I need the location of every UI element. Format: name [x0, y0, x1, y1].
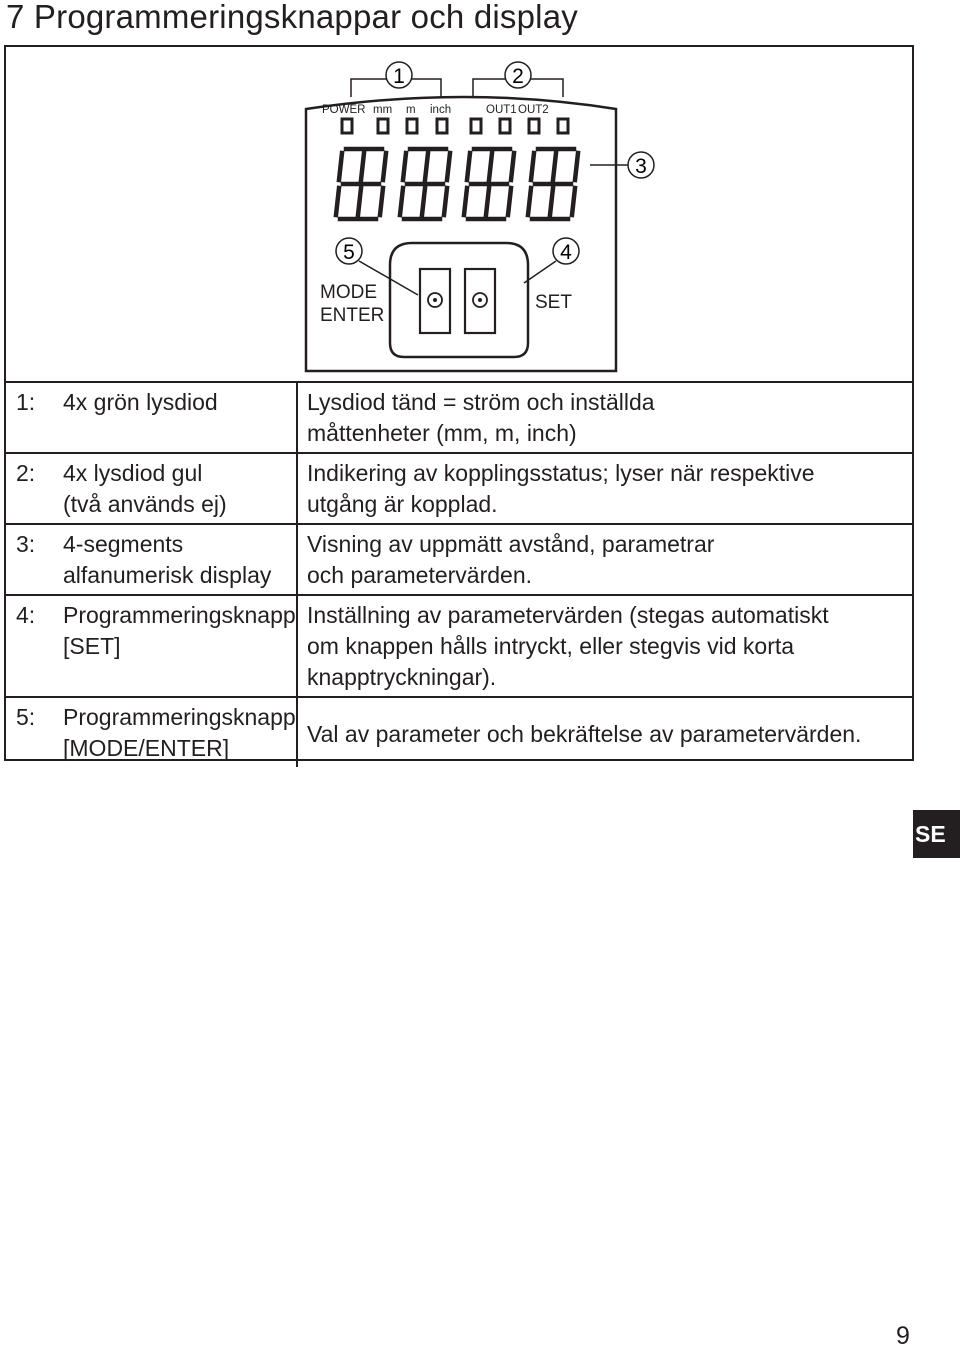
set-button[interactable] — [465, 269, 495, 333]
display-segment — [489, 153, 492, 180]
led-label-mm: mm — [373, 104, 393, 116]
led-label-out2: OUT2 — [518, 104, 549, 116]
legend-description: Visning av uppmätt avstånd, parametrar och parametervärden. — [307, 531, 715, 588]
callout-5-label: 5 — [343, 241, 355, 264]
legend-row — [6, 524, 912, 595]
display-segment — [553, 153, 556, 180]
display-segment — [400, 188, 403, 215]
display-segment — [508, 188, 511, 215]
legend-desc-cell — [297, 697, 912, 767]
callout-3-label: 3 — [635, 155, 647, 178]
display-segment — [339, 153, 342, 180]
display-segment — [528, 188, 531, 215]
mode-enter-button[interactable] — [420, 269, 450, 333]
display-segment — [575, 153, 578, 180]
segment-display — [336, 149, 578, 219]
callout-2-label: 2 — [512, 65, 524, 88]
legend-item: Programmeringsknapp [SET] — [63, 602, 296, 659]
language-tab: SE — [913, 810, 960, 858]
legend-description: Indikering av kopplingsstatus; lyser när respektive utgång är kopplad. — [307, 460, 815, 517]
legend-number: 3: — [16, 531, 36, 557]
legend-item: 4-segments alfanumerisk display — [63, 531, 272, 588]
set-label: SET — [535, 292, 572, 313]
legend-row — [6, 453, 912, 524]
legend-description: Val av parameter och bekräftelse av parametervärden. — [307, 721, 862, 747]
display-segment — [361, 153, 364, 180]
device-housing — [306, 97, 616, 371]
legend-number: 2: — [16, 460, 36, 486]
enter-label: ENTER — [320, 305, 385, 326]
display-segment — [380, 188, 383, 215]
display-segment — [383, 153, 386, 180]
led-inch — [437, 119, 447, 133]
legend-item: Programmeringsknapp [MODE/ENTER] — [63, 704, 296, 761]
display-segment — [464, 188, 467, 215]
legend-row — [6, 595, 912, 697]
display-segment — [444, 188, 447, 215]
display-segment — [572, 188, 575, 215]
mode-label: MODE — [320, 282, 377, 303]
callout-4-label: 4 — [560, 241, 572, 264]
led-label-m: m — [406, 104, 416, 116]
display-segment — [486, 188, 489, 215]
legend-number: 1: — [16, 389, 36, 415]
legend-item-cell — [6, 697, 297, 767]
legend-desc-cell — [297, 453, 912, 524]
display-segment — [358, 188, 361, 215]
figure-frame — [4, 45, 914, 761]
page-title: 7 Programmeringsknappar och display — [6, 0, 578, 35]
legend-number: 5: — [16, 704, 36, 730]
legend-table — [6, 381, 912, 767]
legend-item-cell — [6, 453, 297, 524]
led-label-inch: inch — [430, 104, 452, 116]
led-out3 — [529, 119, 539, 133]
led-row — [342, 119, 568, 133]
page-number: 9 — [896, 1322, 910, 1350]
display-segment — [425, 153, 428, 180]
legend-row — [6, 697, 912, 767]
led-label-power: POWER — [322, 104, 366, 116]
legend-row — [6, 382, 912, 453]
led-m — [407, 119, 417, 133]
device-diagram — [6, 47, 912, 383]
legend-description: Lysdiod tänd = ström och inställda måttenheter (mm, m, inch) — [307, 389, 655, 446]
legend-desc-cell — [297, 595, 912, 697]
callout-2 — [505, 62, 531, 88]
legend-description: Inställning av parametervärden (stegas automatiskt om knappen hålls intryckt, eller stegvis vid korta knapptryckningar). — [307, 602, 829, 690]
led-out2 — [500, 119, 510, 133]
display-segment — [403, 153, 406, 180]
legend-item-cell — [6, 524, 297, 595]
button-panel — [390, 243, 528, 357]
callout-1-label: 1 — [393, 65, 405, 88]
display-segment — [336, 188, 339, 215]
callout-1 — [386, 62, 412, 88]
legend-number: 4: — [16, 602, 36, 628]
led-out1 — [471, 119, 481, 133]
display-segment — [422, 188, 425, 215]
legend-item-cell — [6, 595, 297, 697]
callout-5 — [336, 238, 362, 264]
legend-desc-cell — [297, 382, 912, 453]
legend-item: 4x grön lysdiod — [63, 389, 218, 415]
led-label-out1: OUT1 — [486, 104, 517, 116]
legend-desc-cell — [297, 524, 912, 595]
display-segment — [531, 153, 534, 180]
callout-3 — [628, 152, 654, 178]
legend-item: 4x lysdiod gul (två används ej) — [63, 460, 227, 517]
display-segment — [467, 153, 470, 180]
callout-4 — [553, 238, 579, 264]
led-mm — [378, 119, 388, 133]
device-diagram-svg — [6, 47, 912, 383]
display-segment — [550, 188, 553, 215]
legend-item-cell — [6, 382, 297, 453]
led-power — [342, 119, 352, 133]
display-segment — [447, 153, 450, 180]
display-segment — [511, 153, 514, 180]
led-out4 — [558, 119, 568, 133]
